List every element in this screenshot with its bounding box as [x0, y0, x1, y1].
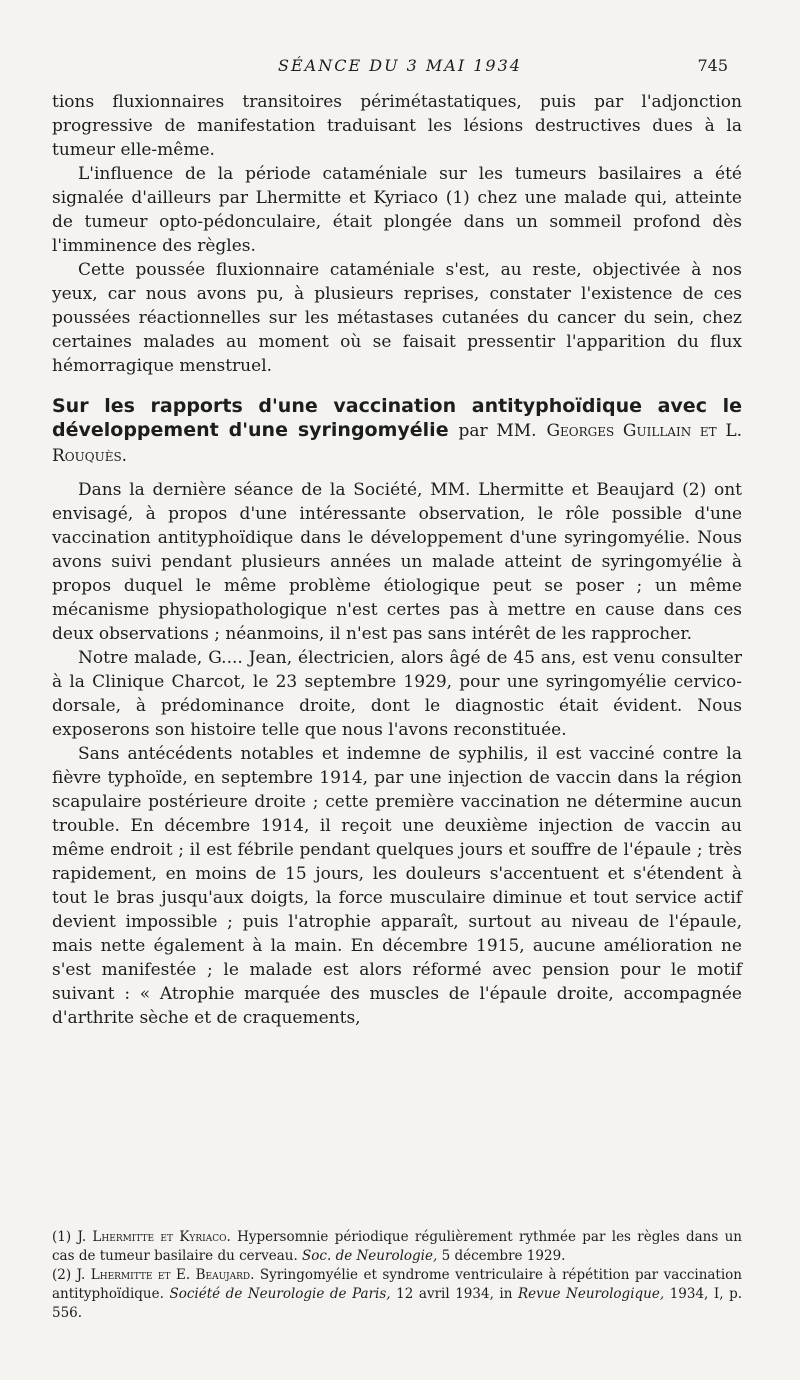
footnote-2-authors: J. Lhermitte et E. Beaujard.	[76, 1267, 255, 1283]
footnote-2-label: (2)	[52, 1267, 72, 1283]
footnote-2-revue: Revue Neurologique,	[518, 1286, 665, 1302]
footnote-1-text: Hypersomnie périodique régulièrement rythmée par les règles dans un cas de tumeur basilaire du cerveau.	[52, 1229, 742, 1264]
running-head	[0, 56, 800, 80]
footnotes	[52, 1228, 742, 1323]
footnote-1-date: 5 décembre 1929.	[441, 1248, 566, 1264]
footnote-1	[52, 1228, 742, 1266]
article-heading	[52, 394, 742, 468]
footnote-2-journal: Société de Neurologie de Paris,	[169, 1286, 391, 1302]
poussee-paragraph: Cette poussée fluxionnaire cataméniale s'est, au reste, objectivée à nos yeux, car nous avons pu, à plusieurs reprises, constater l'existence de ces poussées réactionnelles sur les métastases cutanées du cancer du sein, chez certaines malades au moment où se faisait pressentir l'apparition du flux hémorragique menstruel.	[52, 260, 742, 376]
running-title: SÉANCE DU 3 MAI 1934	[278, 56, 522, 75]
article-paragraph-1: Dans la dernière séance de la Société, MM. Lhermitte et Beaujard (2) ont envisagé, à propos d'une intéressante observation, le rôle possible d'une vaccination antityphoïdique dans le développement d'une syringomyélie. Nous avons suivi pendant plusieurs années un malade atteint de syringomyélie à propos duquel le même problème étiologique peut se poser ; un même mécanisme physiopathologique n'est certes pas à mettre en cause dans ces deux observations ; néanmoins, il n'est pas sans intérêt de les rapprocher.	[52, 480, 742, 644]
footnote-2-ref: 1934, I, p. 556.	[52, 1286, 743, 1321]
article-title: Sur les rapports d'une vaccination antityphoïdique avec le développement d'une syringomyélie	[52, 395, 742, 441]
footnote-1-label: (1)	[52, 1229, 72, 1245]
footnote-2-date: 12 avril 1934, in	[396, 1286, 513, 1302]
footnote-2-text: Syringomyélie et syndrome ventriculaire à répétition par vaccination antityphoïdique.	[52, 1267, 743, 1302]
footnote-1-journal: Soc. de Neurologie,	[302, 1248, 438, 1264]
article-paragraph-2: Notre malade, G.... Jean, électricien, alors âgé de 45 ans, est venu consulter à la Clinique Charcot, le 23 septembre 1929, pour une syringomyélie cervico-dorsale, à prédominance droite, dont le diagnostic était évident. Nous exposerons son histoire telle que nous l'avons reconstituée.	[52, 648, 742, 740]
influence-paragraph: L'influence de la période cataméniale sur les tumeurs basilaires a été signalée d'ailleurs par Lhermitte et Kyriaco (1) chez une malade qui, atteinte de tumeur opto-pédonculaire, était plongée dans un sommeil profond dès l'imminence des règles.	[52, 164, 742, 256]
page-number: 745	[697, 56, 728, 75]
article-authors: Georges Guillain et L. Rouquès.	[52, 421, 743, 466]
footnote-2	[52, 1266, 742, 1323]
footnote-1-authors: J. Lhermitte et Kyriaco.	[77, 1229, 231, 1245]
article-authors-prefix: par MM.	[458, 421, 537, 441]
continuation-paragraph: tions fluxionnaires transitoires périmétastatiques, puis par l'adjonction progressive de manifestation traduisant les lésions destructives dues à la tumeur elle-même.	[52, 92, 742, 160]
article-paragraph-3: Sans antécédents notables et indemne de syphilis, il est vacciné contre la fièvre typhoïde, en septembre 1914, par une injection de vaccin dans la région scapulaire postérieure droite ; cette première vaccination ne détermine aucun trouble. En décembre 1914, il reçoit une deuxième injection de vaccin au même endroit ; il est fébrile pendant quelques jours et souffre de l'épaule ; très rapidement, en moins de 15 jours, les douleurs s'accentuent et s'étendent à tout le bras jusqu'aux doigts, la force musculaire diminue et tout service actif devient impossible ; puis l'atrophie apparaît, surtout au niveau de l'épaule, mais nette également à la main. En décembre 1915, aucune amélioration ne s'est manifestée ; le malade est alors réformé avec pension pour le motif suivant : « Atrophie marquée des muscles de l'épaule droite, accompagnée d'arthrite sèche et de craquements,	[52, 744, 742, 1028]
body-text	[52, 90, 742, 1030]
